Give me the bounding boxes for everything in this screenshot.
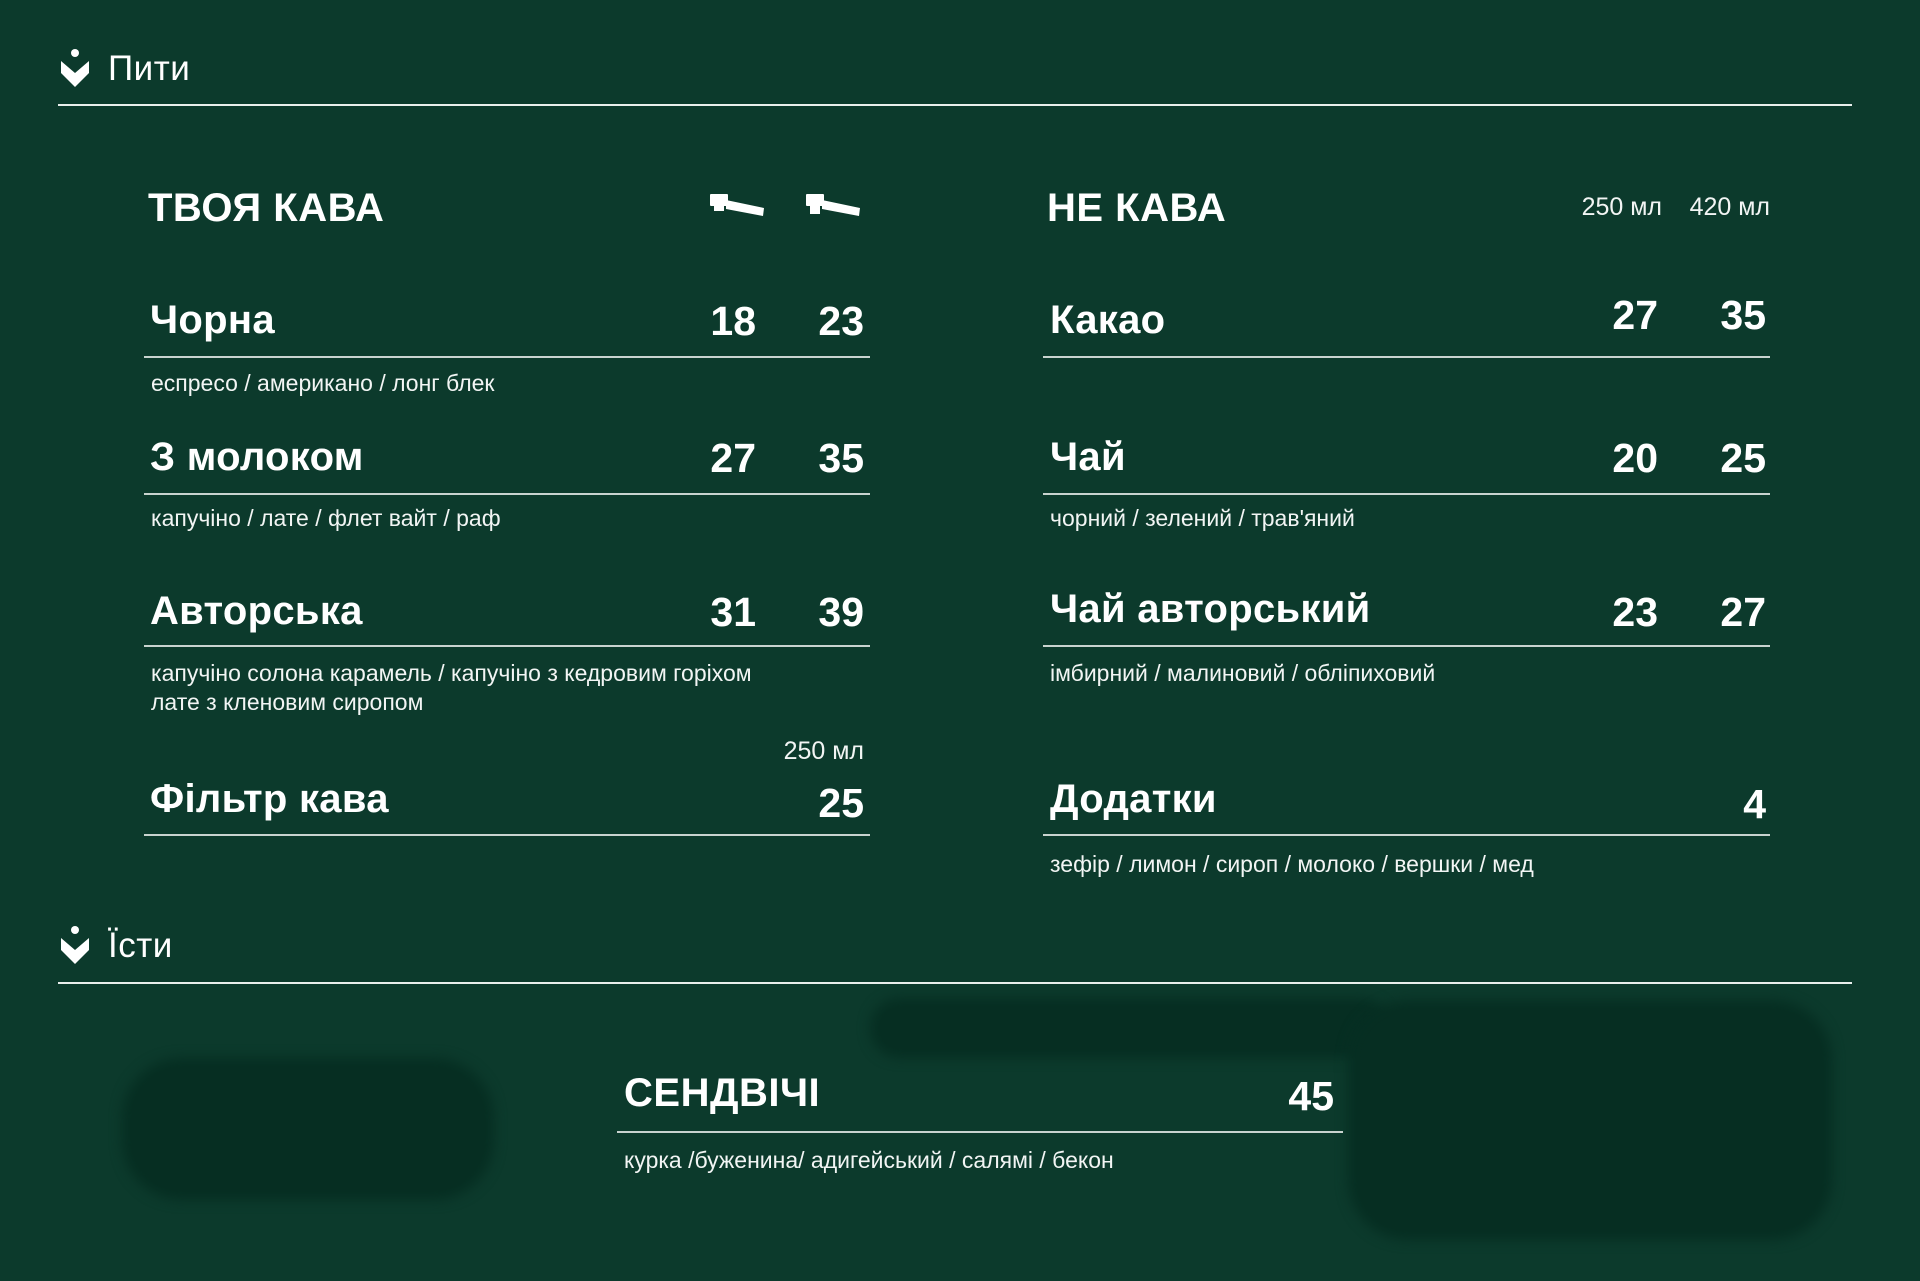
item-divider (144, 834, 870, 836)
section-divider-drink (58, 104, 1852, 106)
coffee-item-name: З молоком (150, 435, 364, 479)
coffee-item-desc: капучіно солона карамель / капучіно з кедровим горіхом (151, 660, 752, 686)
not-coffee-item-name: Какао (1050, 298, 1166, 342)
not-coffee-item-price-small: 20 (1612, 435, 1658, 481)
section-header-drink (58, 44, 190, 94)
coffee-item-price-small: 31 (710, 589, 756, 635)
redacted-area (122, 1058, 494, 1200)
item-divider (1043, 356, 1770, 358)
coffee-item-name: Чорна (150, 298, 275, 342)
extras-name: Додатки (1050, 777, 1217, 821)
section-header-eat (58, 921, 173, 971)
coffee-item-desc: капучіно / лате / флет вайт / раф (151, 505, 501, 531)
sandwich-name: СЕНДВІЧІ (624, 1071, 821, 1115)
coffee-item-price-small: 27 (710, 435, 756, 481)
coffee-item-name: Авторська (150, 589, 363, 633)
section-label-drink: Пити (108, 49, 191, 88)
not-coffee-item-desc: чорний / зелений / трав'яний (1050, 505, 1355, 531)
redacted-area (1348, 1000, 1832, 1240)
size-small-label: 250 мл (1581, 193, 1662, 221)
chevron-down-icon (58, 47, 92, 91)
not-coffee-item-price-large: 35 (1720, 292, 1766, 338)
coffee-item-price-large: 35 (818, 435, 864, 481)
filter-price: 25 (818, 780, 864, 826)
item-divider (144, 645, 870, 647)
not-coffee-item-price-small: 27 (1612, 292, 1658, 338)
coffee-item-price-large: 39 (818, 589, 864, 635)
coffee-item-price-small: 18 (710, 298, 756, 344)
not-coffee-title: НЕ КАВА (1047, 186, 1227, 230)
section-divider-eat (58, 982, 1852, 984)
size-large-label: 420 мл (1689, 193, 1770, 221)
portafilter-large-icon (804, 190, 862, 226)
redacted-area (870, 998, 1390, 1058)
coffee-item-desc-line2: лате з кленовим сиропом (151, 689, 424, 715)
coffee-item-price-large: 23 (818, 298, 864, 344)
extras-desc: зефір / лимон / сироп / молоко / вершки / мед (1050, 851, 1534, 877)
item-divider (1043, 493, 1770, 495)
coffee-item-desc: еспресо / американо / лонг блек (151, 370, 495, 396)
not-coffee-item-price-large: 27 (1720, 589, 1766, 635)
not-coffee-item-price-small: 23 (1612, 589, 1658, 635)
item-divider (1043, 645, 1770, 647)
sandwich-desc: курка /буженина/ адигейський / салямі / бекон (624, 1147, 1114, 1173)
section-label-eat: Їсти (108, 926, 173, 965)
sandwich-price: 45 (1288, 1073, 1334, 1119)
coffee-title: ТВОЯ КАВА (148, 186, 385, 230)
not-coffee-item-price-large: 25 (1720, 435, 1766, 481)
not-coffee-item-name: Чай авторський (1050, 587, 1371, 631)
filter-name: Фільтр кава (150, 777, 389, 821)
extras-price: 4 (1743, 781, 1766, 827)
not-coffee-item-name: Чай (1050, 435, 1126, 479)
item-divider (144, 493, 870, 495)
filter-size-label: 250 мл (783, 737, 864, 765)
item-divider (617, 1131, 1343, 1133)
item-divider (144, 356, 870, 358)
chevron-down-icon (58, 924, 92, 968)
not-coffee-item-desc: імбирний / малиновий / обліпиховий (1050, 660, 1436, 686)
portafilter-small-icon (708, 190, 766, 226)
item-divider (1043, 834, 1770, 836)
